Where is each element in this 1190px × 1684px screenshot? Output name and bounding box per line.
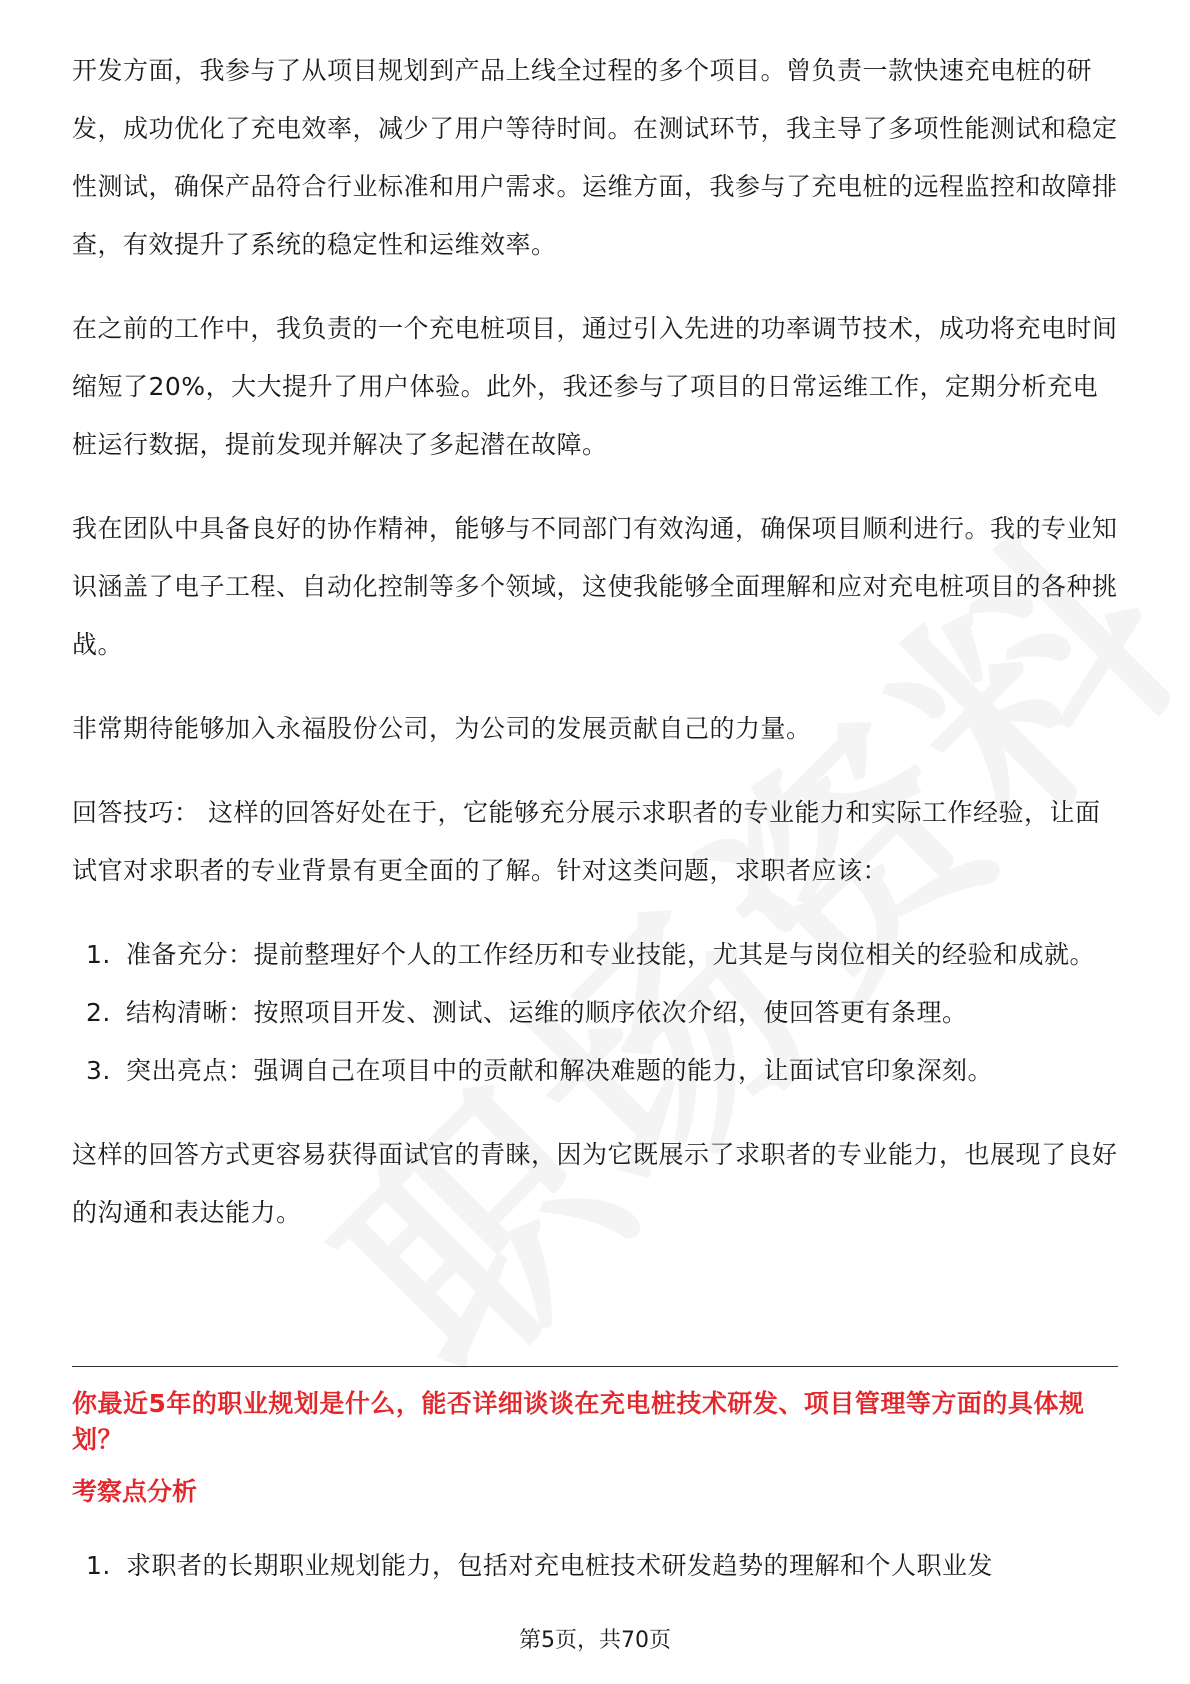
section-heading: 考察点分析 — [72, 1477, 198, 1506]
closing-paragraph: 这样的回答方式更容易获得面试官的青睐，因为它既展示了求职者的专业能力，也展现了良好的沟通和表达能力。 — [72, 1140, 1118, 1227]
page-number: 第5页，共70页 — [519, 1628, 671, 1653]
answer-tips-intro: 回答技巧： 这样的回答好处在于，它能够充分展示求职者的专业能力和实际工作经验，让面试官对求职者的专业背景有更全面的了解。针对这类问题，求职者应该： — [72, 798, 1101, 885]
list-item-text: 求职者的长期职业规划能力，包括对充电桩技术研发趋势的理解和个人职业发 — [126, 1551, 994, 1580]
paragraph: 在之前的工作中，我负责的一个充电桩项目，通过引入先进的功率调节技术，成功将充电时间缩短了20%，大大提升了用户体验。此外，我还参与了项目的日常运维工作，定期分析充电桩运行数据，提前发现并解决了多起潜在故障。 — [72, 314, 1118, 459]
paragraph: 开发方面，我参与了从项目规划到产品上线全过程的多个项目。曾负责一款快速充电桩的研发，成功优化了充电效率，减少了用户等待时间。在测试环节，我主导了多项性能测试和稳定性测试，确保产品符合行业标准和用户需求。运维方面，我参与了充电桩的远程监控和故障排查，有效提升了系统的稳定性和运维效率。 — [72, 56, 1118, 259]
list-item — [72, 1042, 1118, 1100]
analysis-list — [72, 1548, 1118, 1584]
list-item-text: 准备充分：提前整理好个人的工作经历和专业技能，尤其是与岗位相关的经验和成就。 — [126, 940, 1096, 969]
list-item-text: 突出亮点：强调自己在项目中的贡献和解决难题的能力，让面试官印象深刻。 — [126, 1056, 994, 1085]
list-number: 2. — [86, 998, 111, 1027]
list-item — [72, 926, 1118, 984]
list-number: 1. — [86, 1551, 111, 1580]
list-item — [72, 984, 1118, 1042]
list-item-text: 结构清晰：按照项目开发、测试、运维的顺序依次介绍，使回答更有条理。 — [126, 998, 968, 1027]
paragraph: 非常期待能够加入永福股份公司，为公司的发展贡献自己的力量。 — [72, 714, 812, 743]
paragraph: 我在团队中具备良好的协作精神，能够与不同部门有效沟通，确保项目顺利进行。我的专业知识涵盖了电子工程、自动化控制等多个领域，这使我能够全面理解和应对充电桩项目的各种挑战。 — [72, 514, 1118, 659]
interview-question: 你最近5年的职业规划是什么，能否详细谈谈在充电桩技术研发、项目管理等方面的具体规划？ — [72, 1389, 1085, 1454]
list-number: 1. — [86, 940, 111, 969]
answer-body — [72, 42, 1118, 1268]
list-number: 3. — [86, 1056, 111, 1085]
list-item — [72, 1548, 1118, 1584]
tips-list — [72, 926, 1118, 1100]
section-divider — [72, 1366, 1118, 1367]
